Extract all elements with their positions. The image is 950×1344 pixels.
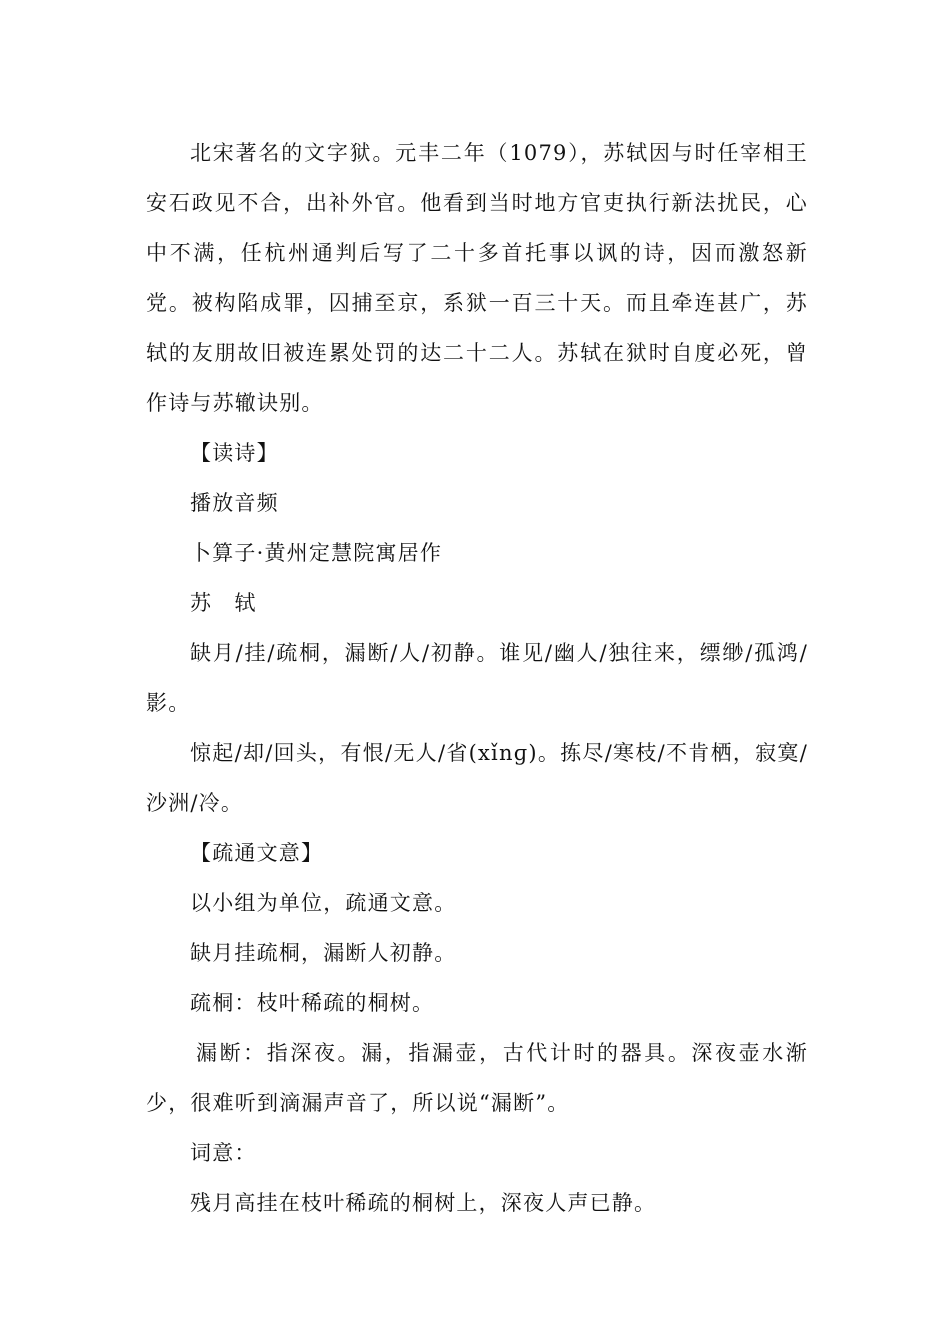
section-heading-meaning: 【疏通文意】 xyxy=(190,841,324,865)
section-heading-read-poem: 【读诗】 xyxy=(190,441,279,465)
poem-line-quote: 缺月挂疏桐，漏断人初静。 xyxy=(190,941,457,965)
annotation-louduan: 漏断：指深夜。漏，指漏壶，古代计时的器具。深夜壶水渐少，很难听到滴漏声音了，所以说“漏断”。 xyxy=(146,1041,808,1115)
paragraph-background: 北宋著名的文字狱。元丰二年（1079），苏轼因与时任宰相王安石政见不合，出补外官。他看到当时地方官吏执行新法扰民，心中不满，任杭州通判后写了二十多首托事以讽的诗，因而激怒新党。被构陷成罪，囚捕至京，系狱一百三十天。而且牵连甚广，苏轼的友朋故旧被连累处罚的达二十二人。苏轼在狱时自度必死，曾作诗与苏辙诀别。 xyxy=(146,141,808,415)
meaning-text: 残月高挂在枝叶稀疏的桐树上，深夜人声已静。 xyxy=(190,1191,657,1215)
document-body xyxy=(146,128,808,1228)
poem-title: 卜算子·黄州定慧院寓居作 xyxy=(190,541,443,565)
meaning-label: 词意： xyxy=(190,1141,257,1165)
poem-author: 苏 轼 xyxy=(190,591,257,615)
annotation-shutong: 疏桐：枝叶稀疏的桐树。 xyxy=(190,991,435,1015)
instruction-text: 以小组为单位，疏通文意。 xyxy=(190,891,457,915)
play-audio-text: 播放音频 xyxy=(190,491,279,515)
poem-stanza-1: 缺月/挂/疏桐，漏断/人/初静。谁见/幽人/独往来，缥缈/孤鸿/影。 xyxy=(146,641,808,715)
poem-stanza-2: 惊起/却/回头，有恨/无人/省(xǐnɡ)。拣尽/寒枝/不肯栖，寂寞/沙洲/冷。 xyxy=(146,741,808,815)
